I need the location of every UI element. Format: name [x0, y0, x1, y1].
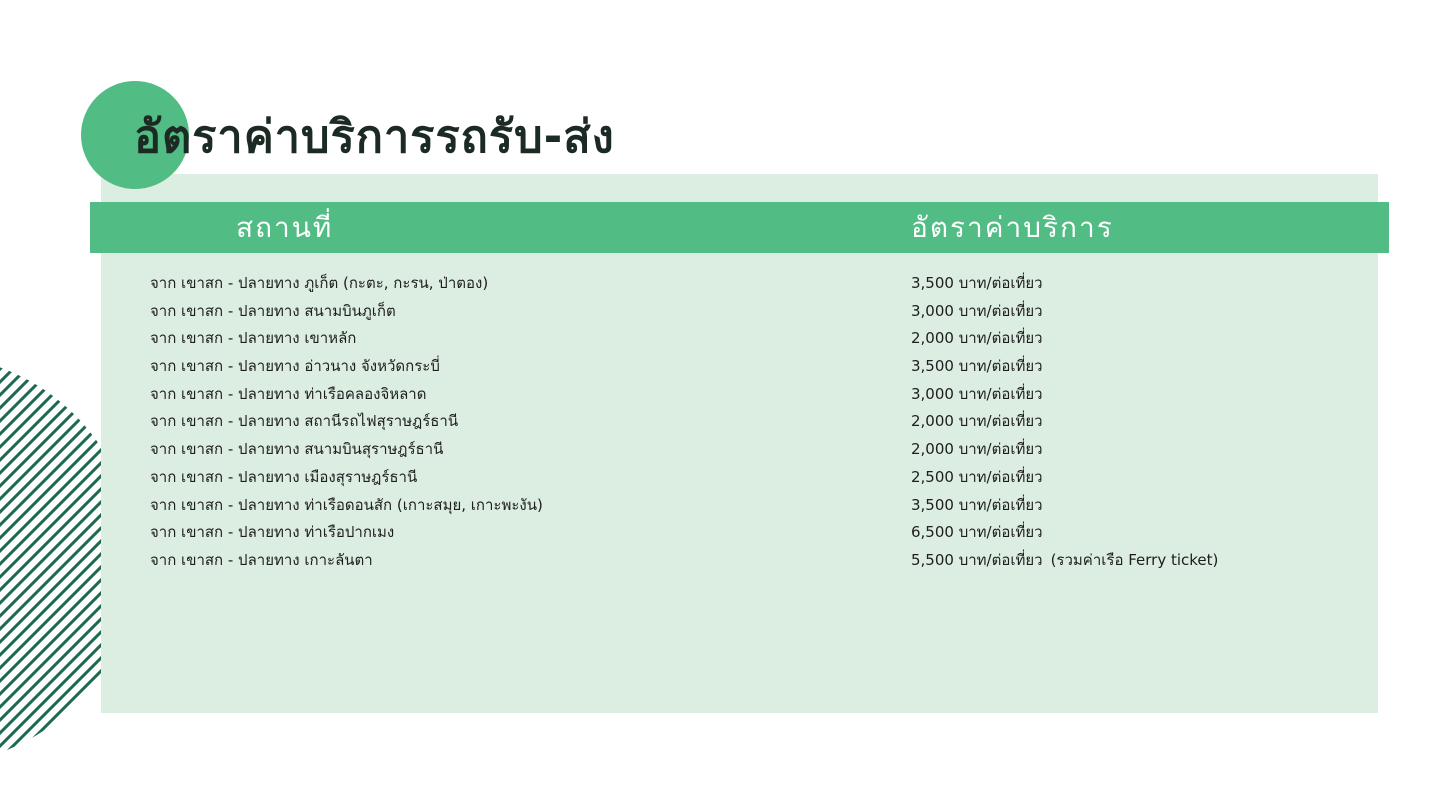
table-row [150, 519, 1350, 547]
row-rate-value: 6,500 บาท/ต่อเที่ยว [911, 523, 1043, 542]
row-location: จาก เขาสก - ปลายทาง ภูเก็ต (กะตะ, กะรน, ป่าตอง) [150, 274, 489, 292]
stripe-line [0, 355, 92, 765]
row-rate-value: 3,000 บาท/ต่อเที่ยว [911, 384, 1043, 403]
table-header [90, 202, 1389, 253]
stripe-line [0, 355, 1, 765]
table-row [150, 464, 1350, 492]
table-row [150, 353, 1350, 381]
row-rate [911, 353, 1043, 381]
table-row [150, 270, 1350, 298]
row-location: จาก เขาสก - ปลายทาง เกาะลันตา [150, 550, 373, 569]
row-rate [911, 408, 1043, 436]
row-location: จาก เขาสก - ปลายทาง ท่าเรือปากเมง [150, 523, 395, 542]
table-row [150, 436, 1350, 464]
row-rate [911, 270, 1043, 298]
row-rate [911, 519, 1043, 547]
row-location: จาก เขาสก - ปลายทาง อ่าวนาง จังหวัดกระบี่ [150, 357, 440, 376]
row-rate [911, 547, 1218, 575]
rate-table-body [150, 270, 1350, 575]
row-rate-value: 3,500 บาท/ต่อเที่ยว [911, 495, 1043, 514]
row-rate-value: 2,000 บาท/ต่อเที่ยว [911, 329, 1043, 348]
table-row [150, 298, 1350, 326]
row-location: จาก เขาสก - ปลายทาง เขาหลัก [150, 329, 357, 348]
table-row [150, 492, 1350, 520]
header-rate: อัตราค่าบริการ [911, 211, 1114, 244]
row-rate-value: 3,500 บาท/ต่อเที่ยว [911, 357, 1043, 376]
row-rate [911, 464, 1043, 492]
row-rate-value: 3,500 บาท/ต่อเที่ยว [911, 274, 1043, 292]
row-rate-value: 2,000 บาท/ต่อเที่ยว [911, 440, 1043, 459]
row-rate [911, 298, 1043, 326]
table-row [150, 547, 1350, 575]
row-rate-value: 2,500 บาท/ต่อเที่ยว [911, 467, 1043, 486]
row-rate [911, 436, 1043, 464]
row-rate-note: (รวมค่าเรือ Ferry ticket) [1050, 550, 1219, 569]
table-row [150, 381, 1350, 409]
table-row [150, 408, 1350, 436]
row-rate [911, 492, 1043, 520]
row-rate-value: 5,500 บาท/ต่อเที่ยว [911, 550, 1043, 569]
row-rate-value: 3,000 บาท/ต่อเที่ยว [911, 301, 1043, 320]
page-title: อัตราค่าบริการรถรับ-ส่ง [134, 110, 615, 163]
row-location: จาก เขาสก - ปลายทาง สนามบินสุราษฎร์ธานี [150, 440, 444, 459]
row-location: จาก เขาสก - ปลายทาง ท่าเรือดอนสัก (เกาะสมุย, เกาะพะงัน) [150, 495, 543, 514]
row-location: จาก เขาสก - ปลายทาง เมืองสุราษฎร์ธานี [150, 467, 418, 486]
row-rate-value: 2,000 บาท/ต่อเที่ยว [911, 412, 1043, 431]
row-rate [911, 381, 1043, 409]
row-rate [911, 325, 1043, 353]
row-location: จาก เขาสก - ปลายทาง ท่าเรือคลองจิหลาด [150, 384, 427, 403]
row-location: จาก เขาสก - ปลายทาง สถานีรถไฟสุราษฎร์ธานี [150, 412, 459, 431]
row-location: จาก เขาสก - ปลายทาง สนามบินภูเก็ต [150, 301, 396, 320]
table-row [150, 325, 1350, 353]
header-location: สถานที่ [236, 211, 334, 244]
